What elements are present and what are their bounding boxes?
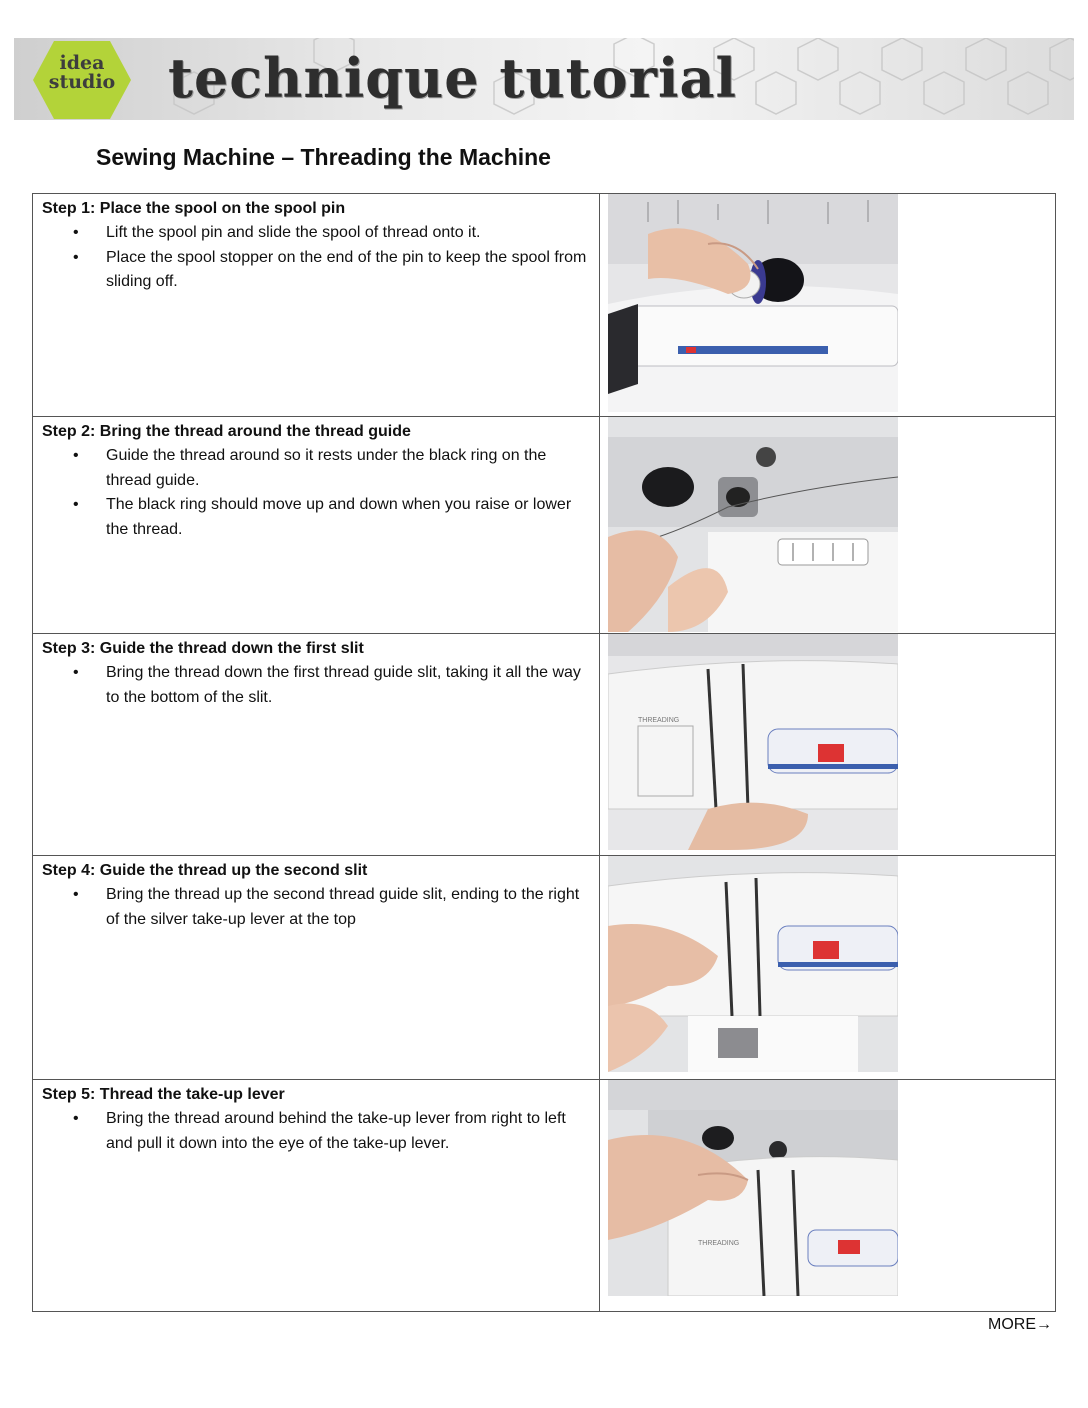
logo-line-1: idea: [59, 52, 105, 74]
step-bullets: [42, 444, 589, 542]
thread-guide-icon: [608, 417, 898, 632]
logo-line-2: studio: [48, 71, 116, 93]
step-row: [33, 856, 1056, 1080]
more-link[interactable]: MORE→: [988, 1316, 1052, 1333]
threading-label: THREADING: [698, 1240, 740, 1247]
bullet-item: • Bring the thread down the first thread guide slit, taking it all the way to the bottom of the slit.: [106, 661, 589, 710]
bullet-item: • Bring the thread around behind the take-up lever from right to left and pull it down into the eye of the take-up lever.: [106, 1107, 589, 1156]
step-heading: Step 4: Guide the thread up the second slit: [42, 862, 368, 879]
threading-label: THREADING: [638, 717, 680, 724]
step-heading: Step 5: Thread the take-up lever: [42, 1086, 285, 1103]
step-bullets: [42, 1107, 589, 1156]
step-bullets: [42, 661, 589, 710]
bullet-item: • Guide the thread around so it rests under the black ring on the thread guide.: [106, 444, 589, 493]
bullet-item: • The black ring should move up and down when you raise or lower the thread.: [106, 493, 589, 542]
step-row: [33, 634, 1056, 856]
step-row: [33, 194, 1056, 417]
idea-studio-logo: [32, 40, 132, 120]
second-slit-icon: [608, 856, 898, 1072]
bullet-item: • Place the spool stopper on the end of the pin to keep the spool from sliding off.: [106, 246, 589, 295]
banner-title: technique tutorial: [168, 46, 738, 110]
step-row: [33, 417, 1056, 634]
steps-table: [32, 193, 1056, 1312]
step-bullets: [42, 883, 589, 932]
hand-placing-spool-icon: [608, 194, 898, 412]
bullet-item: • Lift the spool pin and slide the spool of thread onto it.: [106, 221, 589, 246]
step-heading: Step 1: Place the spool on the spool pin: [42, 200, 346, 217]
step-bullets: [42, 221, 589, 295]
bullet-item: • Bring the thread up the second thread guide slit, ending to the right of the silver take-up lever at the top: [106, 883, 589, 932]
page-title: Sewing Machine – Threading the Machine: [96, 144, 551, 170]
step-heading: Step 3: Guide the thread down the first slit: [42, 640, 364, 657]
step-row: [33, 1080, 1056, 1312]
step-heading: Step 2: Bring the thread around the thread guide: [42, 423, 411, 440]
take-up-lever-icon: [608, 1080, 898, 1296]
first-slit-icon: [608, 634, 898, 850]
